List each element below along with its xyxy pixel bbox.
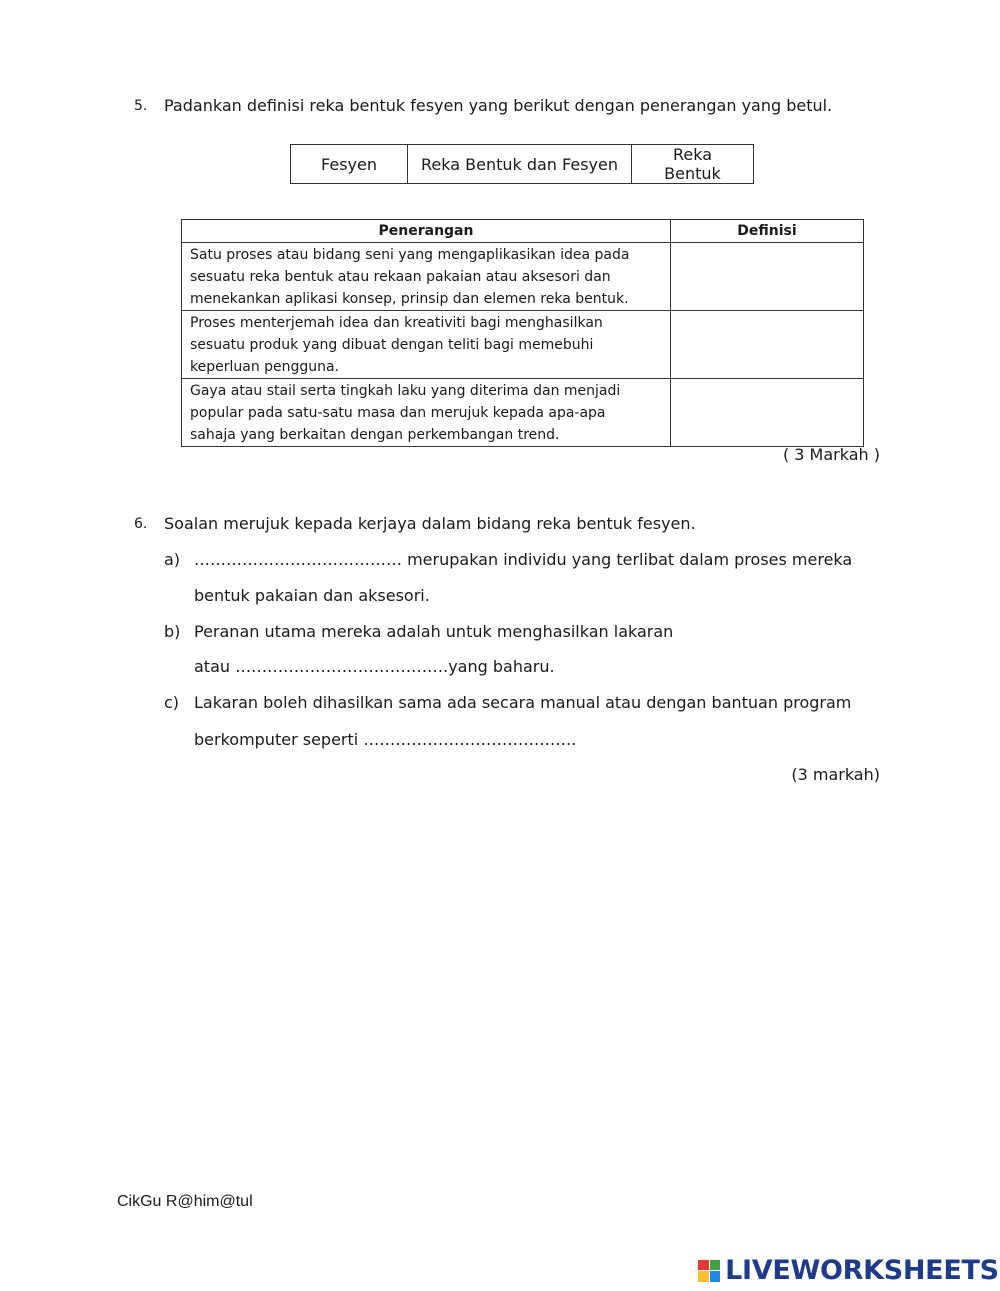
table-header-row bbox=[182, 220, 864, 243]
question-5-marks: ( 3 Markah ) bbox=[782, 445, 880, 464]
option-fesyen: Fesyen bbox=[291, 145, 408, 184]
option-reka-bentuk: Reka Bentuk bbox=[632, 145, 754, 184]
description-line: Gaya atau stail serta tingkah laku yang diterima dan menjadi bbox=[190, 383, 621, 399]
part-a-label: a) bbox=[164, 550, 181, 569]
part-b-label: b) bbox=[164, 622, 181, 641]
definition-table bbox=[181, 219, 864, 447]
description-line: Satu proses atau bidang seni yang mengaplikasikan idea pada bbox=[190, 247, 630, 263]
part-a-line-2: bentuk pakaian dan aksesori. bbox=[194, 586, 430, 605]
part-c-line-1: Lakaran boleh dihasilkan sama ada secara manual atau dengan bantuan program bbox=[194, 693, 852, 712]
description-cell bbox=[182, 311, 671, 379]
description-cell bbox=[182, 379, 671, 447]
table-row bbox=[182, 311, 864, 379]
brand-name: LIVEWORKSHEETS bbox=[725, 1255, 999, 1286]
options-table bbox=[290, 144, 754, 184]
option-reka-bentuk-dan-fesyen: Reka Bentuk dan Fesyen bbox=[408, 145, 632, 184]
question-5-number: 5. bbox=[134, 98, 148, 114]
answer-cell[interactable] bbox=[671, 311, 864, 379]
part-c-line-2: berkomputer seperti …………………………………. bbox=[194, 730, 577, 749]
header-definisi: Definisi bbox=[671, 220, 864, 243]
description-cell bbox=[182, 243, 671, 311]
part-b-line-2: atau ………………………………….yang baharu. bbox=[194, 657, 555, 676]
question-6-marks: (3 markah) bbox=[791, 765, 880, 784]
question-6-text: Soalan merujuk kepada kerjaya dalam bidang reka bentuk fesyen. bbox=[164, 514, 696, 533]
author-credit: CikGu R@him@tul bbox=[117, 1193, 253, 1210]
question-5-text: Padankan definisi reka bentuk fesyen yang berikut dengan penerangan yang betul. bbox=[164, 96, 833, 115]
answer-cell[interactable] bbox=[671, 243, 864, 311]
description-line: popular pada satu-satu masa dan merujuk kepada apa-apa bbox=[190, 405, 606, 421]
table-row bbox=[182, 379, 864, 447]
header-penerangan: Penerangan bbox=[182, 220, 671, 243]
logo-icon bbox=[698, 1260, 720, 1282]
table-row bbox=[182, 243, 864, 311]
description-line: Proses menterjemah idea dan kreativiti bagi menghasilkan bbox=[190, 315, 603, 331]
description-line: sahaja yang berkaitan dengan perkembangan trend. bbox=[190, 427, 560, 443]
liveworksheets-logo bbox=[698, 1255, 999, 1286]
description-line: sesuatu reka bentuk atau rekaan pakaian atau aksesori dan bbox=[190, 269, 611, 285]
part-a-line-1: ………………………………… merupakan individu yang terlibat dalam proses mereka bbox=[194, 550, 853, 569]
description-line: sesuatu produk yang dibuat dengan teliti bagi memebuhi bbox=[190, 337, 594, 353]
answer-cell[interactable] bbox=[671, 379, 864, 447]
description-line: keperluan pengguna. bbox=[190, 359, 340, 375]
description-line: menekankan aplikasi konsep, prinsip dan elemen reka bentuk. bbox=[190, 291, 629, 307]
part-c-label: c) bbox=[164, 693, 180, 712]
part-b-line-1: Peranan utama mereka adalah untuk menghasilkan lakaran bbox=[194, 622, 674, 641]
question-6-number: 6. bbox=[134, 516, 148, 532]
